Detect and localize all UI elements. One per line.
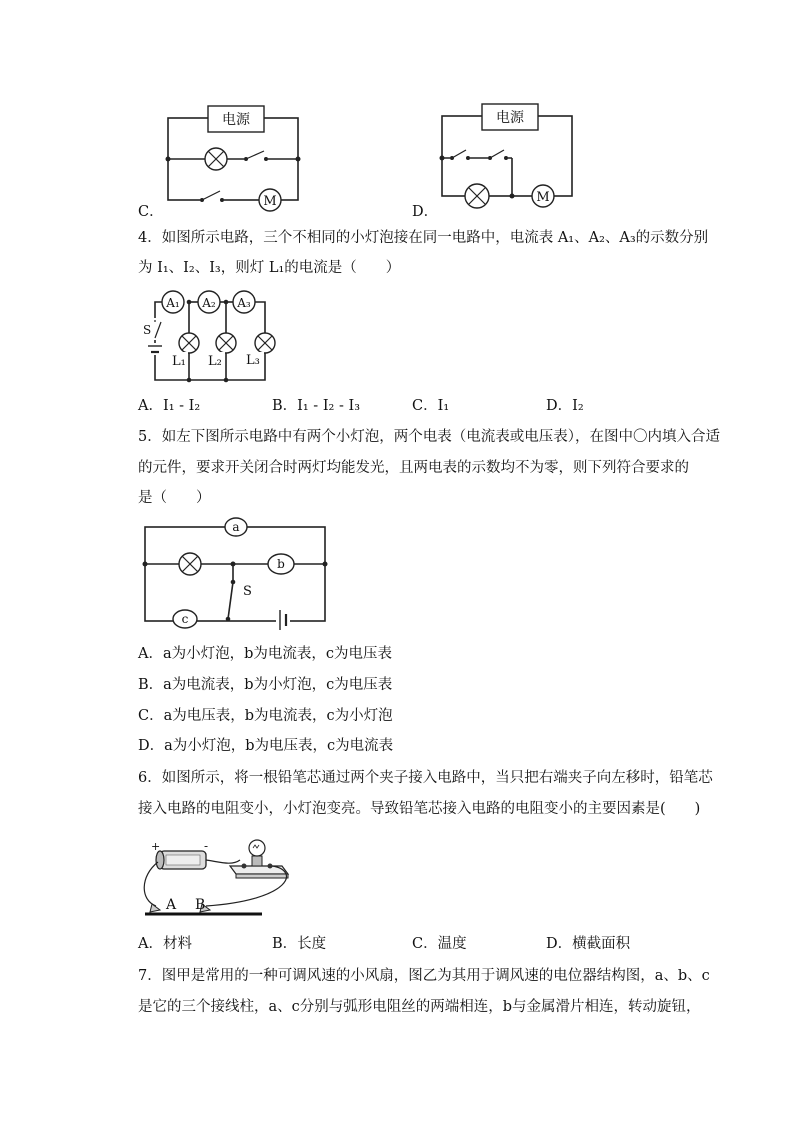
q7-line-2: 是它的三个接线柱，a、c分别与弧形电阻丝的两端相连，b与金属滑片相连，转动旋钮，: [138, 999, 701, 1015]
svg-text:B: B: [195, 897, 206, 913]
q5-line-3: 是（ ）: [138, 490, 211, 506]
q4-option-a[interactable]: A．I₁ - I₂: [138, 398, 201, 414]
q6-line-1: 6．如图所示，将一根铅笔芯通过两个夹子接入电路中，当只把右端夹子向左移时，铅笔芯: [138, 770, 713, 786]
svg-text:L₁: L₁: [172, 354, 186, 369]
q5-option-b[interactable]: B．a为电流表，b为小灯泡，c为电压表: [138, 677, 393, 693]
svg-text:+: +: [151, 840, 161, 853]
q6-option-d[interactable]: D．横截面积: [546, 936, 631, 952]
q5-line-1: 5．如左下图所示电路中有两个小灯泡，两个电表（电流表或电压表），在图中〇内填入合适: [138, 429, 720, 445]
option-d-label: D．: [412, 204, 439, 220]
svg-text:A₁: A₁: [166, 296, 180, 310]
q4-option-d[interactable]: D．I₂: [546, 398, 584, 414]
svg-text:电源: 电源: [496, 110, 524, 126]
option-c-label: C．: [138, 204, 164, 220]
lamp-board-icon: [230, 840, 288, 878]
svg-text:M: M: [536, 190, 550, 205]
q6-option-a[interactable]: A．材料: [138, 936, 192, 952]
q5-line-2: 的元件，要求开关闭合时两灯均能发光，且两电表的示数均不为零，则下列符合要求的: [138, 460, 689, 476]
svg-text:b: b: [277, 557, 285, 571]
svg-text:a: a: [232, 520, 240, 534]
q7-line-1: 7．图甲是常用的一种可调风速的小风扇，图乙为其用于调风速的电位器结构图，a、b、c: [138, 968, 710, 984]
battery-icon: [156, 851, 206, 869]
svg-text:L₃: L₃: [246, 353, 260, 368]
svg-text:L₂: L₂: [208, 354, 222, 369]
svg-text:A₃: A₃: [237, 296, 251, 310]
q4-option-c[interactable]: C．I₁: [412, 398, 450, 414]
svg-text:S: S: [243, 584, 252, 599]
q5-option-d[interactable]: D．a为小灯泡，b为电压表，c为电流表: [138, 738, 394, 754]
q5-option-c[interactable]: C．a为电压表，b为电流表，c为小灯泡: [138, 708, 393, 724]
svg-text:A₂: A₂: [202, 296, 216, 310]
svg-text:-: -: [204, 839, 209, 853]
q5-option-a[interactable]: A．a为小灯泡，b为电流表，c为电压表: [138, 646, 393, 662]
q6-option-b[interactable]: B．长度: [272, 936, 327, 952]
q4-option-b[interactable]: B．I₁ - I₂ - I₃: [272, 398, 361, 414]
power-label: 电源: [222, 112, 250, 128]
q4-line-1: 4．如图所示电路，三个不相同的小灯泡接在同一电路中，电流表 A₁、A₂、A₃的示数分别: [138, 230, 709, 246]
svg-text:M: M: [263, 194, 277, 209]
svg-text:S: S: [143, 323, 152, 337]
q4-line-2: 为 I₁、I₂、I₃，则灯 L₁的电流是（ ）: [138, 260, 401, 276]
svg-text:c: c: [181, 612, 189, 626]
q6-line-2: 接入电路的电阻变小，小灯泡变亮。导致铅笔芯接入电路的电阻变小的主要因素是( ): [138, 801, 701, 817]
q6-option-c[interactable]: C．温度: [412, 936, 467, 952]
svg-text:A: A: [166, 897, 177, 913]
